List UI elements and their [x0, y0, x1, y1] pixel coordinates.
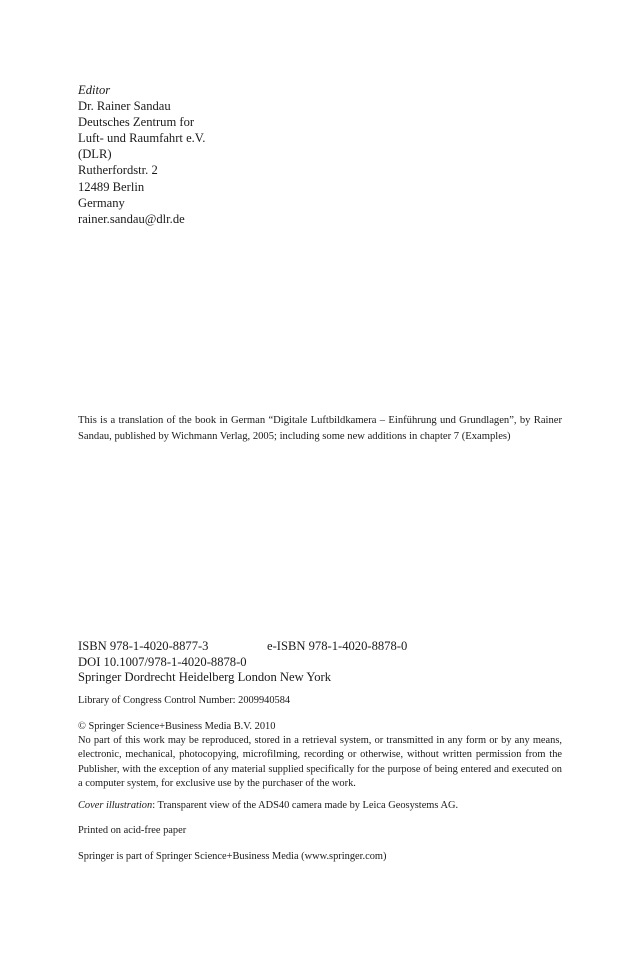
editor-email: rainer.sandau@dlr.de — [78, 211, 185, 226]
doi: DOI 10.1007/978-1-4020-8878-0 — [78, 654, 247, 669]
springer-part-note: Springer is part of Springer Science+Business Media (www.springer.com) — [78, 851, 387, 862]
library-of-congress-number: Library of Congress Control Number: 2009940584 — [78, 695, 291, 706]
editor-name: Dr. Rainer Sandau — [78, 99, 171, 114]
editor-street: Rutherfordstr. 2 — [78, 163, 158, 178]
cover-illustration-text: : Transparent view of the ADS40 camera made by Leica Geosystems AG. — [152, 800, 459, 811]
editor-city: 12489 Berlin — [78, 179, 145, 194]
e-isbn: e-ISBN 978-1-4020-8878-0 — [267, 639, 408, 653]
printed-note: Printed on acid-free paper — [78, 825, 187, 836]
cover-illustration-credit — [78, 799, 562, 813]
editor-institution-line-2: Luft- und Raumfahrt e.V. — [78, 131, 206, 146]
editor-address-block — [78, 82, 562, 227]
editor-institution-line-1: Deutsches Zentrum for — [78, 115, 195, 130]
translation-note: This is a translation of the book in German “Digitale Luftbildkamera – Einführung und Grundlagen”, by Rainer Sandau, published by Wichmann Verlag, 2005; including some new additions in chapter 7 (Examples) — [78, 415, 562, 442]
copyright-block — [78, 720, 562, 791]
isbn: ISBN 978-1-4020-8877-3 — [78, 639, 209, 653]
cover-illustration-label: Cover illustration — [78, 800, 153, 811]
publisher-line: Springer Dordrecht Heidelberg London New York — [78, 670, 331, 685]
rights-statement: No part of this work may be reproduced, stored in a retrieval system, or transmitted in any form or by any means, electronic, mechanical, photocopying, microfilming, recording or otherwise, without written permission from the Publisher, with the exception of any material supplied specifically for the purpose of being entered and executed on a computer system, for exclusive use by the purchaser of the work. — [78, 735, 562, 789]
editor-label: Editor — [78, 83, 111, 97]
editor-institution-abbrev: (DLR) — [78, 147, 112, 162]
isbn-row — [78, 639, 562, 655]
copyright-notice: © Springer Science+Business Media B.V. 2010 — [78, 721, 276, 732]
publication-identifiers — [78, 639, 562, 686]
editor-country: Germany — [78, 195, 125, 210]
